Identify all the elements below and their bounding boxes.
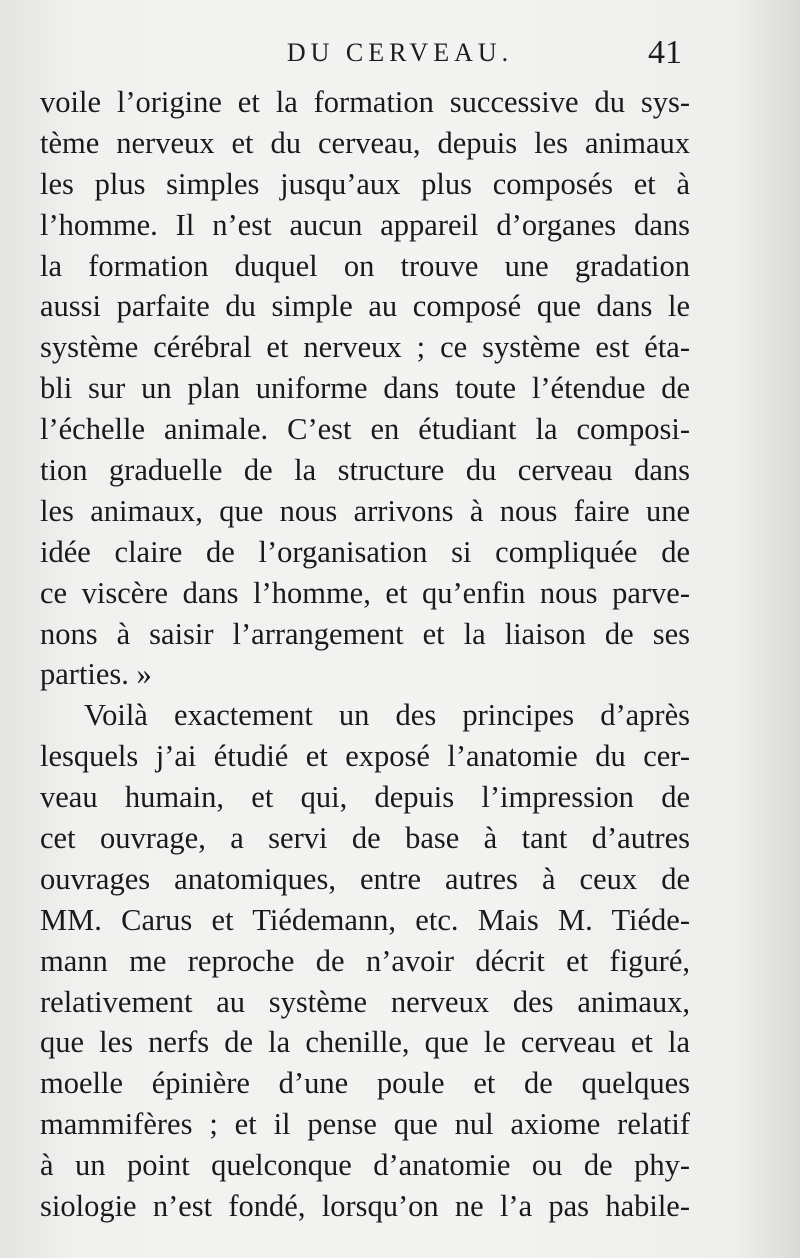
text-line: parties. » xyxy=(40,657,152,692)
text-line: ouvrages anatomiques, entre autres à ceux de xyxy=(40,861,690,896)
text-line: bli sur un plan uniforme dans toute l’étendue de xyxy=(40,371,690,406)
text-line: idée claire de l’organisation si compliquée de xyxy=(40,534,690,569)
paragraph xyxy=(40,82,690,695)
text-line: la formation duquel on trouve une gradation xyxy=(40,248,690,283)
text-line: veau humain, et qui, depuis l’impression de xyxy=(40,780,690,815)
text-line: l’homme. Il n’est aucun appareil d’organes dans xyxy=(40,207,690,242)
text-line: les plus simples jusqu’aux plus composés et à xyxy=(40,166,690,201)
running-head xyxy=(0,34,800,74)
text-line: voile l’origine et la formation successive du sys- xyxy=(40,85,690,119)
text-line: cet ouvrage, a servi de base à tant d’autres xyxy=(40,821,690,856)
text-line: relativement au système nerveux des animaux, xyxy=(40,984,690,1019)
text-line: Voilà exactement un des principes d’après xyxy=(84,698,690,733)
paragraph xyxy=(40,695,690,1227)
text-line: aussi parfaite du simple au composé que dans le xyxy=(40,289,690,324)
body-text xyxy=(40,82,690,1227)
text-line: les animaux, que nous arrivons à nous faire une xyxy=(40,493,690,528)
text-line: l’échelle animale. C’est en étudiant la composi- xyxy=(40,412,690,447)
text-line: que les nerfs de la chenille, que le cerveau et la xyxy=(40,1025,690,1060)
text-line: lesquels j’ai étudié et exposé l’anatomie du cer- xyxy=(40,739,690,774)
text-line: tion graduelle de la structure du cerveau dans xyxy=(40,453,690,488)
text-line: nons à saisir l’arrangement et la liaison de ses xyxy=(40,616,690,651)
text-line: système cérébral et nerveux ; ce système est éta- xyxy=(40,330,690,365)
running-head-title: DU CERVEAU. xyxy=(286,38,514,67)
text-line: ce viscère dans l’homme, et qu’enfin nous parve- xyxy=(40,575,690,610)
text-line: mann me reproche de n’avoir décrit et figuré, xyxy=(40,943,690,978)
text-line: siologie n’est fondé, lorsqu’on ne l’a pas habile- xyxy=(40,1189,690,1224)
text-line: mammifères ; et il pense que nul axiome relatif xyxy=(40,1107,690,1142)
text-line: à un point quelconque d’anatomie ou de phy- xyxy=(40,1148,690,1183)
page-number: 41 xyxy=(648,34,682,71)
text-line: tème nerveux et du cerveau, depuis les animaux xyxy=(40,125,690,160)
text-line: MM. Carus et Tiédemann, etc. Mais M. Tiéde- xyxy=(40,902,690,937)
text-line: moelle épinière d’une poule et de quelques xyxy=(40,1066,690,1101)
